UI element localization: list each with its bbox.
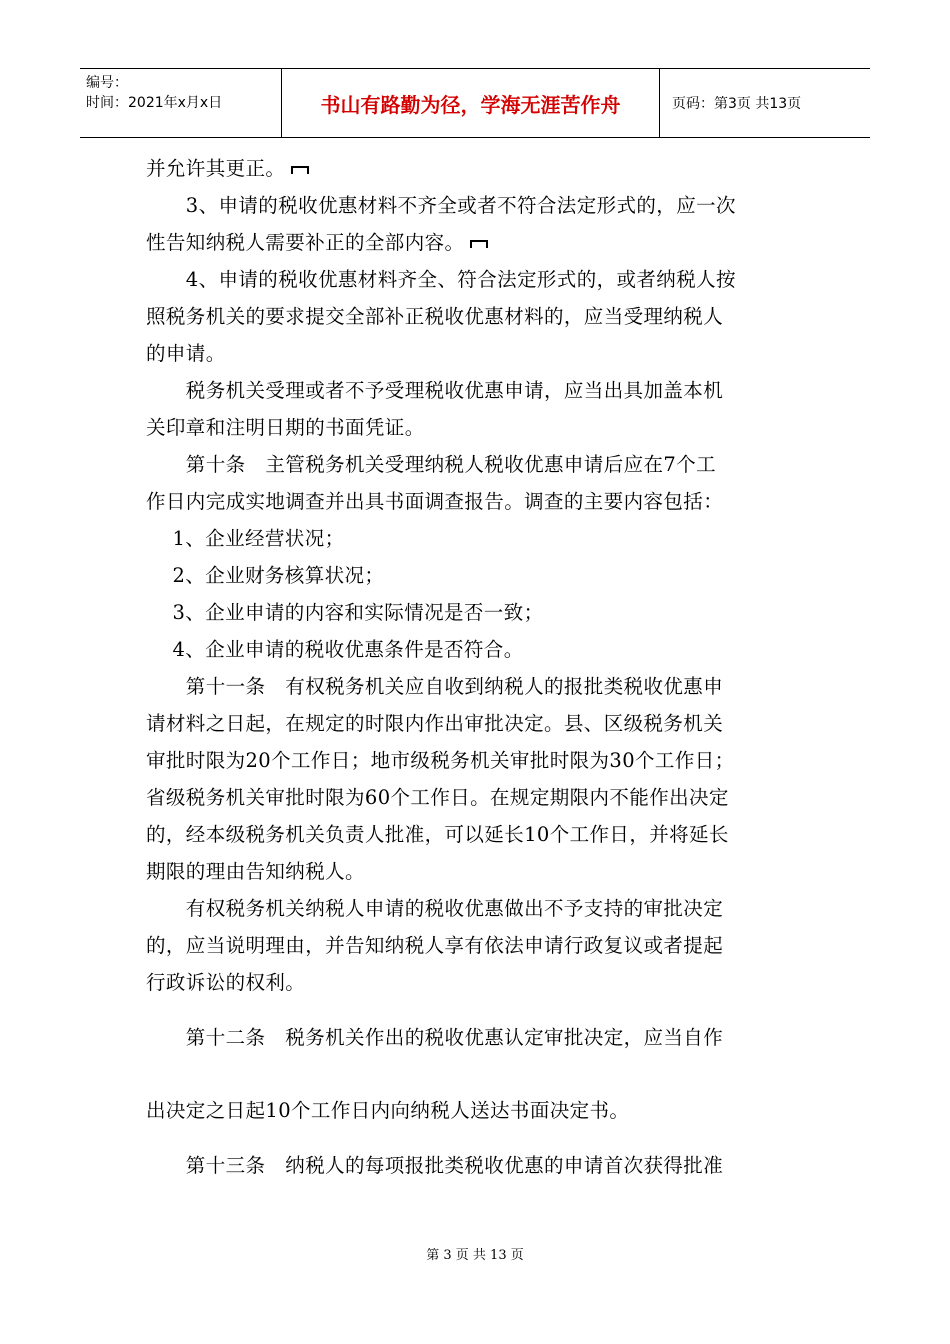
text-line: 省级税务机关审批时限为60个工作日。在规定期限内不能作出决定 bbox=[146, 786, 729, 809]
text-line: 并允许其更正。 bbox=[146, 150, 811, 187]
text-line: 请材料之日起，在规定的时限内作出审批决定。县、区级税务机关 bbox=[146, 712, 724, 735]
text-line: 的，应当说明理由，并告知纳税人享有依法申请行政复议或者提起 bbox=[146, 934, 724, 957]
document-body bbox=[146, 150, 811, 1184]
text-line: 行政诉讼的权利。 bbox=[146, 971, 306, 994]
motto: 书山有路勤为径，学海无涯苦作舟 bbox=[282, 69, 660, 137]
date-label: 时间：2021年x月x日 bbox=[86, 95, 223, 111]
text-line: 出决定之日起10个工作日内向纳税人送达书面决定书。 bbox=[146, 1099, 630, 1122]
text-line: 审批时限为20个工作日；地市级税务机关审批时限为30个工作日； bbox=[146, 749, 735, 772]
text-line: 税务机关受理或者不予受理税收优惠申请，应当出具加盖本机 bbox=[146, 379, 724, 402]
text-line: 1、企业经营状况； bbox=[146, 527, 345, 550]
text-line: 第十条 主管税务机关受理纳税人税收优惠申请后应在7个工 bbox=[146, 453, 717, 476]
text-line: 第十三条 纳税人的每项报批类税收优惠的申请首次获得批准 bbox=[146, 1154, 724, 1177]
number-label: 编号： bbox=[86, 75, 128, 91]
revision-mark-icon bbox=[291, 166, 309, 174]
text-line: 性告知纳税人需要补正的全部内容。 bbox=[146, 224, 811, 261]
text-line: 4、企业申请的税收优惠条件是否符合。 bbox=[146, 638, 524, 661]
text-line: 期限的理由告知纳税人。 bbox=[146, 860, 365, 883]
text-line: 3、申请的税收优惠材料不齐全或者不符合法定形式的，应一次 bbox=[146, 194, 736, 217]
text-line: 有权税务机关纳税人申请的税收优惠做出不予支持的审批决定 bbox=[146, 897, 724, 920]
text-line: 照税务机关的要求提交全部补正税收优惠材料的，应当受理纳税人 bbox=[146, 305, 724, 328]
text-line: 3、企业申请的内容和实际情况是否一致； bbox=[146, 601, 544, 624]
text-line: 第十一条 有权税务机关应自收到纳税人的报批类税收优惠申 bbox=[146, 675, 724, 698]
text-line: 4、申请的税收优惠材料齐全、符合法定形式的，或者纳税人按 bbox=[146, 268, 736, 291]
revision-mark-icon bbox=[470, 240, 488, 248]
header-table bbox=[80, 68, 870, 138]
text-line: 的，经本级税务机关负责人批准，可以延长10个工作日，并将延长 bbox=[146, 823, 729, 846]
page-info: 页码：第3页 共13页 bbox=[672, 96, 802, 112]
text-line: 关印章和注明日期的书面凭证。 bbox=[146, 416, 425, 439]
header-left-cell bbox=[80, 69, 282, 137]
text-line: 作日内完成实地调查并出具书面调查报告。调查的主要内容包括： bbox=[146, 490, 724, 513]
text-line: 2、企业财务核算状况； bbox=[146, 564, 385, 587]
text-line: 第十二条 税务机关作出的税收优惠认定审批决定，应当自作 bbox=[146, 1026, 724, 1049]
text-line: 的申请。 bbox=[146, 342, 226, 365]
page-footer: 第 3 页 共 13 页 bbox=[426, 1248, 524, 1263]
